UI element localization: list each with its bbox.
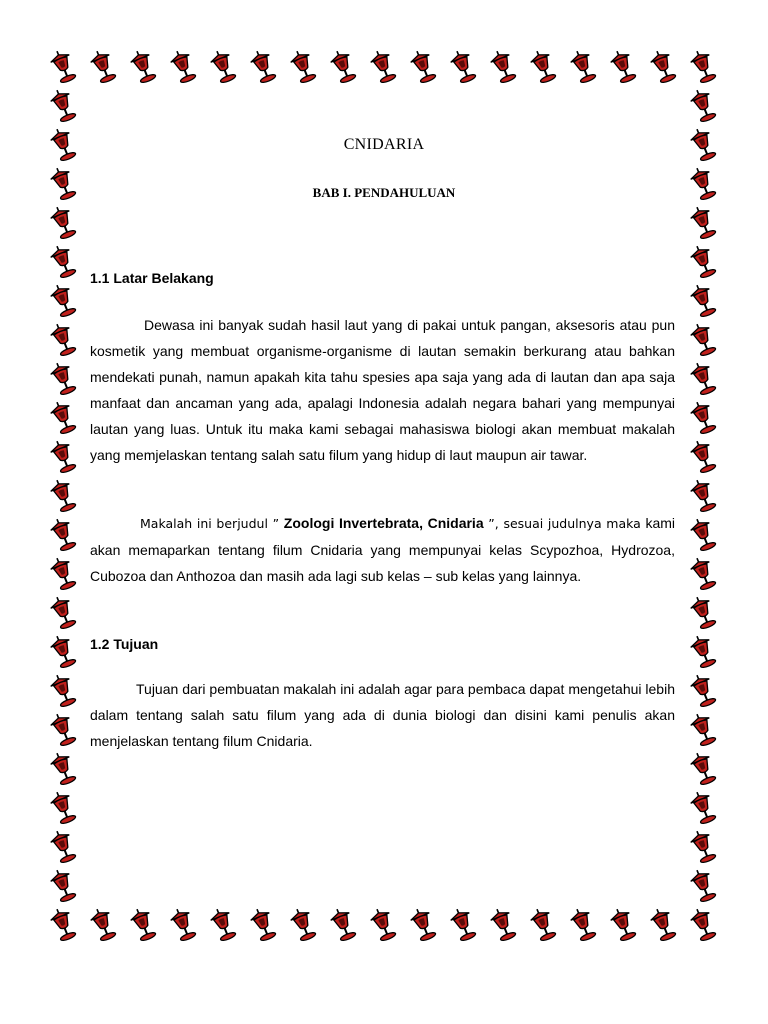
goblet-icon bbox=[688, 516, 718, 552]
chapter-title: BAB I. PENDAHULUAN bbox=[312, 185, 456, 200]
goblet-icon bbox=[688, 828, 718, 864]
goblet-icon bbox=[528, 906, 558, 942]
goblet-icon bbox=[688, 711, 718, 747]
goblet-icon bbox=[408, 48, 438, 84]
paragraph-latar-belakang-2 bbox=[90, 510, 675, 589]
goblet-icon bbox=[48, 672, 78, 708]
goblet-icon bbox=[248, 906, 278, 942]
goblet-icon bbox=[568, 48, 598, 84]
goblet-icon bbox=[368, 48, 398, 84]
goblet-icon bbox=[608, 906, 638, 942]
paragraph-tujuan: Tujuan dari pembuatan makalah ini adalah agar para pembaca dapat mengetahui lebih dalam tentang salah satu filum yang ada di dunia biologi dan disini kami penulis akan menjelaskan tentang filum Cnidaria. bbox=[90, 681, 675, 749]
goblet-icon bbox=[48, 906, 78, 942]
goblet-icon bbox=[688, 906, 718, 942]
goblet-icon bbox=[648, 906, 678, 942]
goblet-icon bbox=[688, 87, 718, 123]
goblet-icon bbox=[128, 48, 158, 84]
goblet-icon bbox=[688, 243, 718, 279]
goblet-icon bbox=[688, 633, 718, 669]
goblet-icon bbox=[328, 48, 358, 84]
goblet-icon bbox=[48, 282, 78, 318]
paragraph-mid-text: ”, sesuai judulnya maka bbox=[483, 516, 641, 531]
goblet-icon bbox=[688, 282, 718, 318]
goblet-icon bbox=[408, 906, 438, 942]
goblet-icon bbox=[48, 633, 78, 669]
goblet-icon bbox=[48, 87, 78, 123]
goblet-icon bbox=[648, 48, 678, 84]
section-heading-latar-belakang: 1.1 Latar Belakang bbox=[90, 270, 214, 286]
goblet-icon bbox=[48, 243, 78, 279]
goblet-icon bbox=[48, 594, 78, 630]
goblet-icon bbox=[48, 711, 78, 747]
goblet-icon bbox=[688, 867, 718, 903]
goblet-icon bbox=[328, 906, 358, 942]
goblet-icon bbox=[48, 750, 78, 786]
page-title: CNIDARIA bbox=[343, 136, 425, 153]
goblet-icon bbox=[688, 438, 718, 474]
goblet-icon bbox=[168, 906, 198, 942]
section-heading-tujuan: 1.2 Tujuan bbox=[90, 636, 159, 652]
goblet-icon bbox=[128, 906, 158, 942]
paragraph-latar-belakang-1: Dewasa ini banyak sudah hasil laut yang di pakai untuk pangan, aksesoris atau pun kosmetik yang membuat organisme-organisme di lautan semakin berkurang atau bahkan mendekati punah, namun apakah kita tahu spesies apa saja yang ada di lautan dan apa saja manfaat dan ancaman yang ada, apalagi Indonesia adalah negara bahari yang mempunyai lautan yang luas. Untuk itu maka kami sebagai mahasiswa biologi akan membuat makalah yang memjelaskan tentang salah satu filum yang hidup di laut maupun air tawar. bbox=[90, 317, 675, 463]
paragraph-rest-text: kami akan memaparkan tentang filum Cnidaria yang mempunyai kelas Scypozhoa, Hydrozoa, Cubozoa dan Anthozoa dan masih ada lagi sub kelas – sub kelas yang lainnya. bbox=[90, 515, 676, 584]
goblet-icon bbox=[688, 750, 718, 786]
goblet-icon bbox=[48, 438, 78, 474]
goblet-icon bbox=[288, 906, 318, 942]
goblet-icon bbox=[168, 48, 198, 84]
goblet-icon bbox=[48, 399, 78, 435]
goblet-icon bbox=[48, 516, 78, 552]
goblet-icon bbox=[688, 555, 718, 591]
goblet-icon bbox=[48, 477, 78, 513]
goblet-icon bbox=[688, 672, 718, 708]
goblet-icon bbox=[688, 789, 718, 825]
goblet-icon bbox=[688, 594, 718, 630]
goblet-icon bbox=[208, 48, 238, 84]
goblet-icon bbox=[368, 906, 398, 942]
goblet-icon bbox=[88, 48, 118, 84]
goblet-icon bbox=[48, 321, 78, 357]
goblet-icon bbox=[688, 477, 718, 513]
goblet-icon bbox=[608, 48, 638, 84]
goblet-icon bbox=[528, 48, 558, 84]
goblet-icon bbox=[688, 399, 718, 435]
goblet-icon bbox=[288, 48, 318, 84]
goblet-icon bbox=[48, 555, 78, 591]
goblet-icon bbox=[48, 867, 78, 903]
goblet-icon bbox=[48, 789, 78, 825]
goblet-icon bbox=[568, 906, 598, 942]
goblet-icon bbox=[88, 906, 118, 942]
goblet-icon bbox=[488, 48, 518, 84]
goblet-icon bbox=[48, 48, 78, 84]
goblet-icon bbox=[688, 204, 718, 240]
goblet-icon bbox=[208, 906, 238, 942]
goblet-icon bbox=[48, 828, 78, 864]
paper-title-bold: Zoologi Invertebrata, Cnidaria bbox=[283, 515, 484, 531]
goblet-icon bbox=[688, 48, 718, 84]
goblet-icon bbox=[48, 360, 78, 396]
goblet-icon bbox=[448, 906, 478, 942]
paragraph-lead-text: Makalah ini berjudul ” bbox=[140, 516, 284, 531]
goblet-icon bbox=[688, 360, 718, 396]
goblet-icon bbox=[688, 321, 718, 357]
goblet-icon bbox=[488, 906, 518, 942]
goblet-icon bbox=[448, 48, 478, 84]
goblet-icon bbox=[48, 204, 78, 240]
goblet-icon bbox=[248, 48, 278, 84]
